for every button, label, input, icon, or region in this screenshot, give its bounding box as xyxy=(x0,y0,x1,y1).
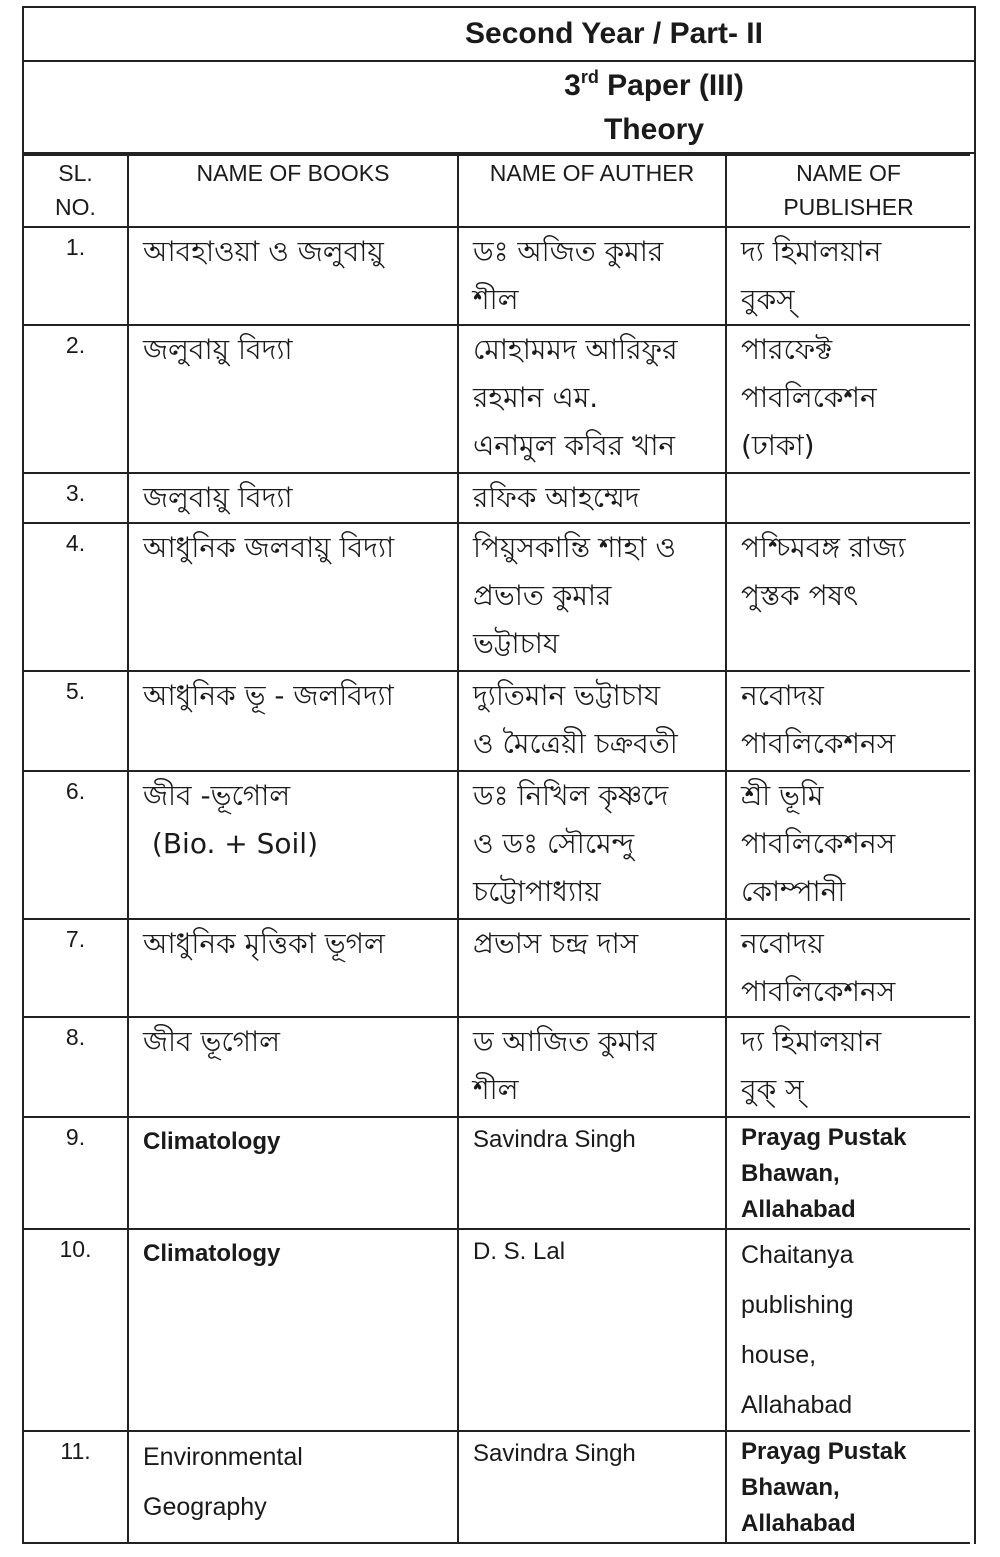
column-header-publisher: NAME OF PUBLISHER xyxy=(726,155,970,227)
book-cell: Climatology xyxy=(128,1117,458,1229)
book-cell: আধুনিক জলবায়ু বিদ্যা xyxy=(128,523,458,671)
table-row xyxy=(24,325,970,473)
publisher-cell: Chaitanya publishing house, Allahabad xyxy=(726,1229,970,1431)
title-row xyxy=(24,6,974,62)
author-cell: মোহামমদ আরিফুর রহমান এম. এনামুল কবির খান xyxy=(458,325,726,473)
publisher-cell: দ্য হিমালয়ান বুক্ স্ xyxy=(726,1017,970,1117)
sl-cell: 4. xyxy=(24,523,128,671)
table-row xyxy=(24,1117,970,1229)
publisher-cell: পশ্চিমবঙ্গ রাজ্য পুস্তক পষৎ xyxy=(726,523,970,671)
book-cell: আবহাওয়া ও জলুবায়ু xyxy=(128,227,458,325)
document-title: Second Year / Part- II xyxy=(465,17,763,50)
publisher-cell: Prayag Pustak Bhawan, Allahabad xyxy=(726,1117,970,1229)
table-row xyxy=(24,919,970,1017)
table-row xyxy=(24,1229,970,1431)
paper-subtitle: Theory xyxy=(603,113,705,146)
column-header-books: NAME OF BOOKS xyxy=(128,155,458,227)
sl-cell: 5. xyxy=(24,671,128,771)
book-cell: Climatology xyxy=(128,1229,458,1431)
sl-cell: 3. xyxy=(24,473,128,523)
book-cell: জীব ভূগোল xyxy=(128,1017,458,1117)
sl-cell: 6. xyxy=(24,771,128,919)
publisher-cell: পারফেক্ট পাবলিকেশন (ঢাকা) xyxy=(726,325,970,473)
book-cell: Environmental Geography xyxy=(128,1431,458,1543)
table-row xyxy=(24,523,970,671)
sl-cell: 2. xyxy=(24,325,128,473)
publisher-cell: নবোদয় পাবলিকেশনস xyxy=(726,671,970,771)
publisher-cell xyxy=(726,473,970,523)
publisher-cell: দ্য হিমালয়ান বুকস্ xyxy=(726,227,970,325)
sl-cell: 9. xyxy=(24,1117,128,1229)
book-cell: জলুবায়ু বিদ্যা xyxy=(128,325,458,473)
sl-cell: 10. xyxy=(24,1229,128,1431)
book-table xyxy=(24,154,970,1544)
column-header-author: NAME OF AUTHER xyxy=(458,155,726,227)
author-cell: ডঃ নিখিল কৃষ্ণদে ও ডঃ সৌমেন্দু চট্টোপাধ্যায় xyxy=(458,771,726,919)
author-cell: ড আজিত কুমার শীল xyxy=(458,1017,726,1117)
author-cell: ডঃ অজিত কুমার শীল xyxy=(458,227,726,325)
author-cell: পিয়ুসকান্তি শাহা ও প্রভাত কুমার ভট্টাচায xyxy=(458,523,726,671)
book-list-document xyxy=(22,6,976,1544)
sl-cell: 1. xyxy=(24,227,128,325)
table-row xyxy=(24,771,970,919)
table-row xyxy=(24,1431,970,1543)
book-cell: আধুনিক মৃত্তিকা ভূগল xyxy=(128,919,458,1017)
author-cell: Savindra Singh xyxy=(458,1431,726,1543)
table-row xyxy=(24,227,970,325)
author-cell: প্রভাস চন্দ্র দাস xyxy=(458,919,726,1017)
publisher-cell: নবোদয় পাবলিকেশনস xyxy=(726,919,970,1017)
sl-cell: 7. xyxy=(24,919,128,1017)
paper-heading xyxy=(24,62,974,154)
table-row xyxy=(24,671,970,771)
publisher-cell: Prayag Pustak Bhawan, Allahabad xyxy=(726,1431,970,1543)
column-header-sl: SL. NO. xyxy=(24,155,128,227)
author-cell: D. S. Lal xyxy=(458,1229,726,1431)
sl-cell: 11. xyxy=(24,1431,128,1543)
publisher-cell: শ্রী ভূমি পাবলিকেশনস কোম্পানী xyxy=(726,771,970,919)
book-cell: জীব -ভূগোল (Bio. + Soil) xyxy=(128,771,458,919)
table-row xyxy=(24,1017,970,1117)
author-cell: Savindra Singh xyxy=(458,1117,726,1229)
table-row xyxy=(24,473,970,523)
sl-cell: 8. xyxy=(24,1017,128,1117)
paper-title: 3rd Paper (III) xyxy=(564,67,744,102)
table-header-row xyxy=(24,155,970,227)
author-cell: দ্যুতিমান ভট্টাচায ও মৈত্রেয়ী চক্রবতী xyxy=(458,671,726,771)
book-cell: জলুবায়ু বিদ্যা xyxy=(128,473,458,523)
author-cell: রফিক আহম্মেদ xyxy=(458,473,726,523)
book-cell: আধুনিক ভূ - জলবিদ্যা xyxy=(128,671,458,771)
